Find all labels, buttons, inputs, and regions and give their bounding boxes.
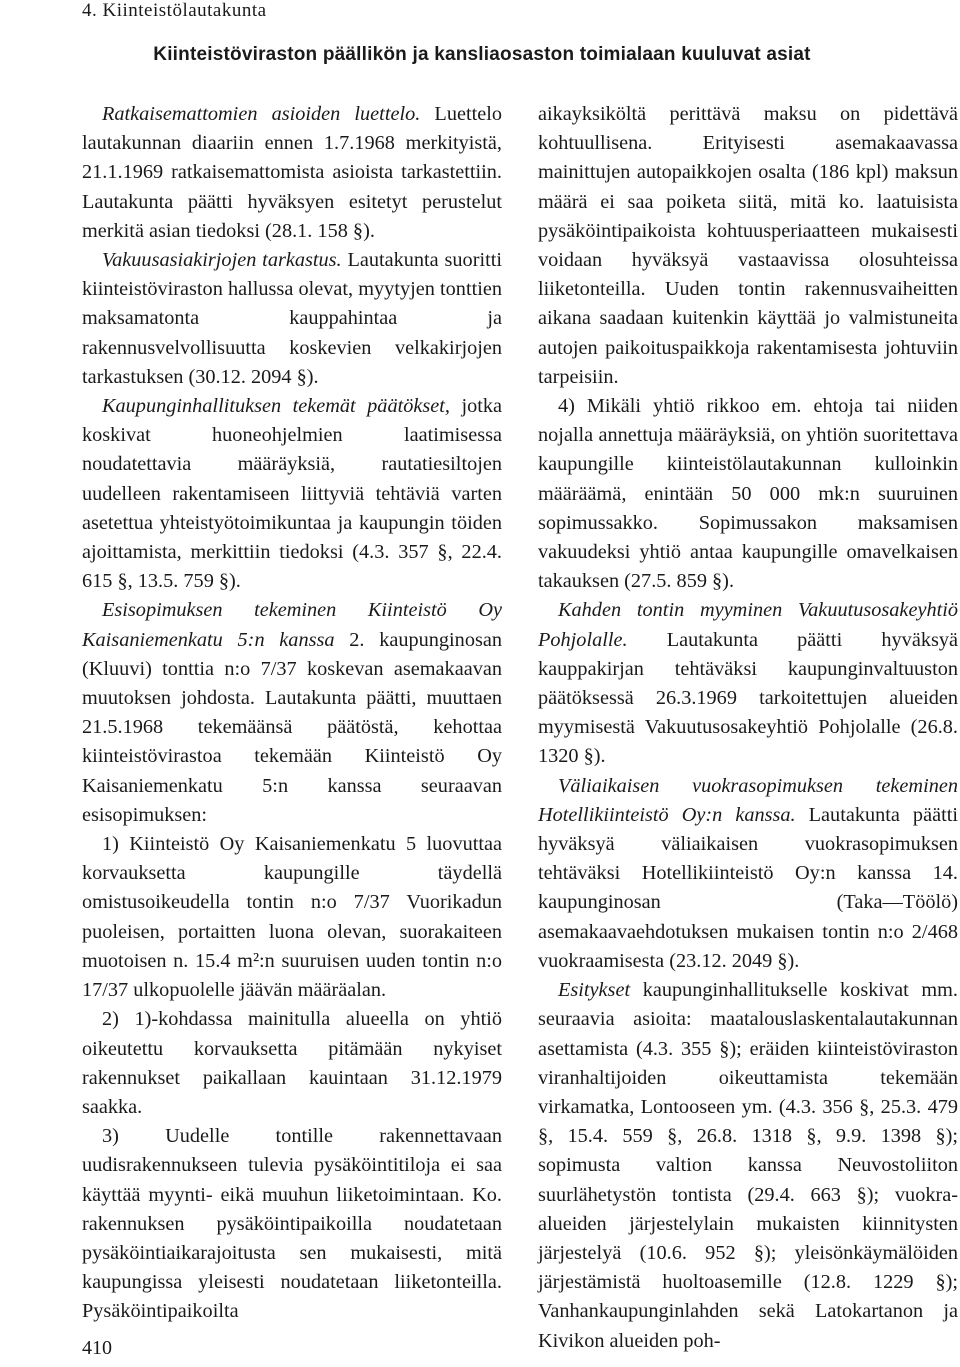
- paragraph-body: Lautakunta päätti hyväksyä väliaikaisen vuokrasopimuksen tehtäväksi Hotellikiinteistö Oy:n kanssa 14. kaupunginosan (Taka—Töölö) asemakaavaehdotuksen mukaisen tontin n:o 2/468 vuokraamisesta (23.12. 2049 §).: [538, 803, 958, 972]
- paragraph-title: Väliaikaisen vuokrasopimuksen tekeminen Hotellikiinteistö Oy:n kanssa.: [538, 774, 958, 826]
- paragraph-title: Kahden tontin myyminen Vakuutusosakeyhtiö Pohjolalle.: [538, 599, 958, 651]
- paragraph-agreement-item-3: 3) Uudelle tontille rakennettavaan uudisrakennukseen tulevia pysäköintitiloja ei saa käyttää myynti- eikä muuhun liiketoimintaan. Ko. rakennuksen pysäköintipaikoilla noudatetaan pysäköintiaikarajoitusta sen mukaisesti, mitä kaupungissa yleisesti noudatetaan liiketonteilla. Pysäköintipaikoilta: [82, 1125, 502, 1323]
- paragraph-body: 2. kaupunginosan (Kluuvi) tonttia n:o 7/37 koskevan asemakaavan muutoksen johdosta. Lautakunta päätti, muuttaen 21.5.1968 tekemäänsä päätöstä, kehottaa kiinteistövirastoa tekemään Kiinteistö Oy Kaisaniemenkatu 5:n kanssa seuraavan esisopimuksen:: [82, 628, 502, 826]
- chapter-heading: 4. Kiinteistölautakunta: [82, 0, 267, 21]
- paragraph-title: Ratkaisemattomien asioiden luettelo.: [102, 103, 421, 125]
- paragraph-body: Lautakunta suoritti kiinteistöviraston hallussa olevat, myytyjen tonttien maksamatonta kauppahintaa ja rakennusvelvollisuutta koskevien velkakirjojen tarkastuksen (30.12. 2094 §).: [82, 249, 502, 388]
- right-column: [538, 100, 958, 1356]
- paragraph-body: jotka koskivat huoneohjelmien laatimisessa noudatettavia määräyksiä, rautatiesiltojen uudelleen rakentamiseen liittyviä tehtäviä varten asetettua yhteistyötoimikuntaa ja kaupungin töiden ajoittamista, merkittiin tiedoksi (4.3. 357 §, 22.4. 615 §, 13.5. 759 §).: [82, 395, 502, 593]
- paragraph-city-board-decisions: [82, 392, 502, 596]
- paragraph-body: Luettelo lautakunnan diaariin ennen 1.7.1968 merkityistä, 21.1.1969 ratkaisemattomista asioista tarkastettiin. Lautakunta päätti hyväksyen esitetyt perustelut merkitä asian tiedoksi (28.1. 158 §).: [82, 103, 503, 242]
- paragraph-sale-to-pohjola: [538, 596, 958, 771]
- paragraph-title: Esisopimuksen tekeminen Kiinteistö Oy Kaisaniemenkatu 5:n kanssa: [82, 599, 502, 651]
- paragraph-body: Lautakunta päätti hyväksyä kauppakirjan tehtäväksi kaupunginvaltuuston päätöksessä 26.3.1969 tarkoitettujen alueiden myymisestä Vakuutusosakeyhtiö Pohjolalle (26.8. 1320 §).: [538, 628, 958, 768]
- paragraph-title: Kaupunginhallituksen tekemät päätökset,: [102, 395, 450, 418]
- paragraph-body: kaupunginhallitukselle koskivat mm. seuraavia asioita: maatalouslaskentalautakunnan asettamista (4.3. 355 §); eräiden kiinteistöviraston viranhaltijoiden oikeuttamista tekemään virkamatka, Lontooseen ym. (4.3. 356 §, 25.3. 479 §, 15.4. 559 §, 26.8. 1318 §, 9.9. 1398 §); sopimusta valtion kanssa Neuvostoliiton suurlähetystön tontista (29.4. 663 §); vuokra-alueiden järjestelylain mukaisten kiinnitysten järjestelyä (10.6. 952 §); yleisönkäymälöiden järjestämistä huoltoasemille (12.8. 1229 §); Vanhankaupunginlahden sekä Latokartanon ja Kivikon alueiden poh-: [538, 979, 958, 1352]
- section-heading: Kiinteistöviraston päällikön ja kansliaosaston toimialaan kuuluvat asiat: [153, 44, 811, 65]
- paragraph-temporary-lease: [538, 772, 958, 976]
- page-number: 410: [82, 1337, 112, 1359]
- paragraph-title: Esitykset: [558, 979, 631, 1002]
- left-column: [82, 100, 502, 1327]
- paragraph-preliminary-agreement: [82, 596, 502, 830]
- paragraph-agreement-item-2: 2) 1)-kohdassa mainitulla alueella on yhtiö oikeutettu korvauksetta pitämään nykyiset rakennukset paikallaan kauintaan 31.12.1979 saakka.: [82, 1008, 502, 1118]
- paragraph-parking-fee: aikayksiköltä perittävä maksu on pidettävä kohtuullisena. Erityisesti asemakaavassa mainittujen autopaikkojen osalta (186 kpl) maksun määrä ei saa poiketa siitä, mitä ko. laatuisista pysäköintipaikoista kohtuusperiaatteen mukaisesti voidaan hyväksyä vastaavissa olosuhteissa liiketonteilla. Uuden tontin rakennusvaiheitten aikana saadaan kuitenkin käyttää jo valmistuneita autojen paikoituspaikkoja rakentamisesta johtuviin tarpeisiin.: [538, 103, 958, 388]
- paragraph-unresolved-matters: [82, 100, 502, 246]
- paragraph-title: Vakuusasiakirjojen tarkastus.: [102, 249, 342, 272]
- paragraph-agreement-item-4: 4) Mikäli yhtiö rikkoo em. ehtoja tai niiden nojalla annettuja määräyksiä, on yhtiön suoritettava kaupungille kiinteistölautakunnan kulloinkin määräämä, enintään 50 000 mk:n suuruinen sopimussakko. Sopimussakon maksamisen vakuudeksi yhtiö antaa kaupungille omavelkaisen takauksen (27.5. 859 §).: [538, 395, 958, 593]
- paragraph-proposals: [538, 976, 958, 1356]
- paragraph-agreement-item-1: 1) Kiinteistö Oy Kaisaniemenkatu 5 luovuttaa korvauksetta kaupungille täydellä omistusoikeudella tontin n:o 7/37 Vuorikadun puoleisen, portaitten luona olevan, suorakaiteen muotoisen n. 15.4 m²:n suuruisen uuden tontin n:o 17/37 ulkopuolelle jäävän määräalan.: [82, 833, 502, 1002]
- paragraph-security-documents: [82, 246, 502, 392]
